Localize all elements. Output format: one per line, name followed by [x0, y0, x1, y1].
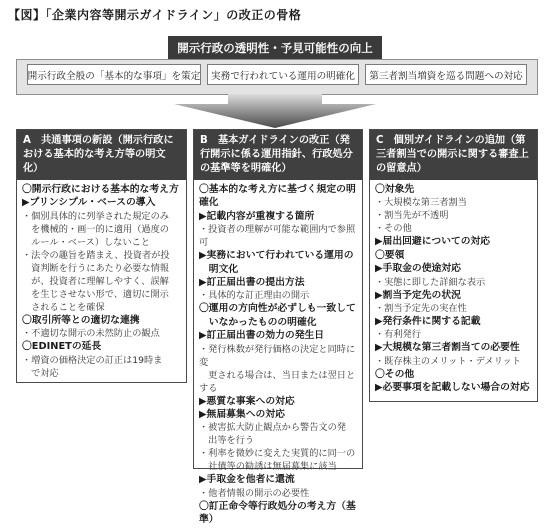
col-c-item: ・実態に即した詳細な表示 [375, 276, 486, 288]
objective-third-party-allotment: 第三者割当増資を巡る問題への対応 [365, 64, 527, 85]
col-c-item: ・大規模な第三者割当 [375, 197, 467, 209]
col-a-item: 〇開示行政における基本的な考え方 [22, 184, 179, 195]
column-a-header: A 共通事項の新設（開示行政における基本的な考え方等の明文化） [17, 130, 186, 180]
col-b-item: ▶悪質な事案への対応 [199, 395, 295, 407]
col-b-item: ・投資者の理解が可能な範囲内で参照可 [199, 224, 356, 249]
col-c-item: ▶発行条件に関する記載 [375, 316, 481, 328]
col-b-item: ・発行株数が発行価格の決定と同時に変 更される場合は、当日または翌日とする [199, 343, 356, 394]
col-a-item: 〇取引所等との適切な連携 [22, 314, 140, 326]
col-b-item: ▶記載内容が重複する箇所 [199, 210, 315, 222]
column-b [193, 129, 363, 526]
col-a-item: ・増資の価格決定の訂正は19時ま で対応 [22, 354, 163, 379]
col-c-item: 〇対象先 [375, 184, 415, 195]
column-c-body [370, 180, 537, 397]
col-b-item: ▶実務において行われている運用の 明文化 [199, 250, 354, 275]
col-b-item: 〇基本的な考え方に基づく規定の明確化 [199, 184, 356, 209]
column-a-body [17, 180, 186, 382]
figure-title: 【図】「企業内容等開示ガイドライン」の改正の骨格 [8, 8, 302, 22]
col-c-item: ▶手取金の使途対応 [375, 263, 461, 275]
col-c-item: ・有利発行 [375, 329, 421, 341]
column-c-header: C 個別ガイドラインの追加（第三者割当での開示に関する審査上の留意点） [370, 130, 537, 180]
col-a-item: ・不適切な開示の未然防止の観点 [22, 328, 160, 340]
col-c-item: 〇要領 [375, 249, 405, 261]
objective-clarify-practice: 実務で行われている運用の明確化 [207, 64, 359, 85]
col-b-item: ・他者情報の開示の必要性 [199, 487, 310, 499]
objective-basic-matters: 開示行政全般の「基本的な事項」を策定 [27, 64, 201, 85]
col-a-item: 〇EDINETの延長 [22, 341, 102, 353]
col-b-item: ▶訂正届出書の効力の発生日 [199, 330, 325, 342]
col-b-item: 〇訂正命令等行政処分の考え方（基準） [199, 500, 356, 526]
col-c-item: 〇その他 [375, 368, 415, 380]
col-b-item: ・被害拡大防止観点から警告文の発 出等を行う [199, 422, 346, 447]
col-b-item: ・利率を微妙に変えた実質的に同一の 社債等の勧誘は無届募集に該当 [199, 448, 356, 473]
col-c-item: ・その他 [375, 223, 412, 235]
column-b-header: B 基本ガイドラインの改正（発行開示に係る運用指針、行政処分の基準等を明確化） [194, 130, 362, 180]
column-b-body [194, 180, 362, 529]
col-c-item: ・既存株主のメリット・デメリット [375, 355, 521, 367]
arrow-shape [174, 94, 376, 128]
col-c-item: ▶大規模な第三者割当ての必要性 [375, 342, 520, 354]
col-a-item: ・個別具体的に列挙された規定のみ を機械的・画一的に適用（過度の ルール・ベース）しないこと [22, 210, 169, 248]
col-b-item: ・具体的な訂正理由の開示 [199, 290, 310, 302]
goal-banner: 開示行政の透明性・予見可能性の向上 [168, 36, 382, 60]
col-a-item: ・法令の趣旨を踏まえ、投資者が投 資判断を行うにあたり必要な情報 が、投資者に理解しやすく、誤解 を生じさせない形で、適切に開示 されることを確保 [22, 249, 170, 313]
col-c-item: ・割当先が不透明 [375, 210, 449, 222]
column-a [16, 129, 187, 383]
col-c-item: ▶必要事項を記載しない場合の対応 [375, 382, 530, 394]
col-b-item: ▶手取金を他者に還流 [199, 474, 295, 486]
col-c-item: ▶届出回避についての対応 [375, 236, 491, 248]
col-a-item: ▶プリンシプル・ベースの導入 [22, 197, 156, 209]
col-b-item: 〇運用の方向性が必ずしも一致して いなかったものの明確化 [199, 303, 356, 328]
col-b-item: ▶無届募集への対応 [199, 409, 285, 421]
col-b-item: ▶訂正届出書の提出方法 [199, 277, 305, 289]
col-c-item: ▶割当予定先の状況 [375, 289, 461, 301]
col-c-item: ・割当予定先の実在性 [375, 303, 467, 315]
column-c [369, 129, 538, 402]
